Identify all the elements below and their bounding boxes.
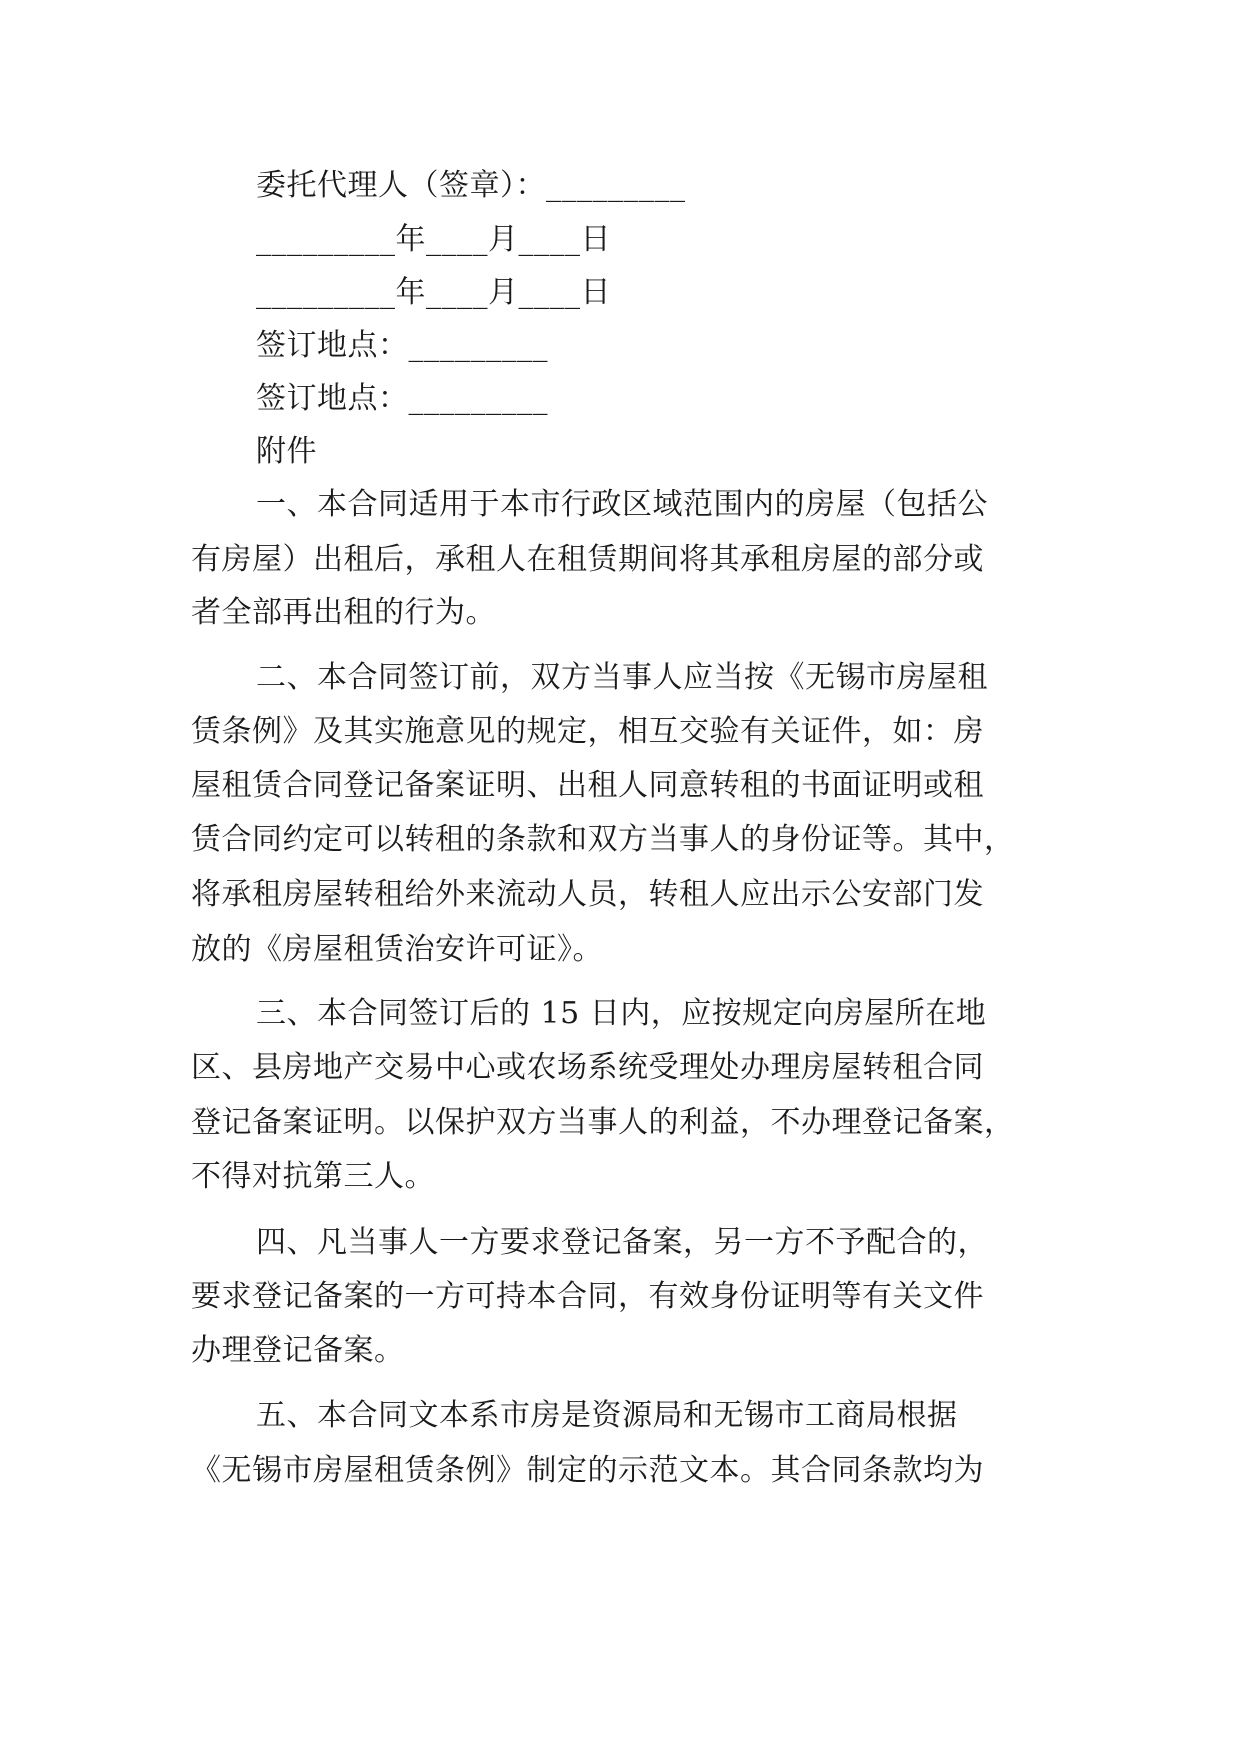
paragraph-1-line-1: 一、本合同适用于本市行政区域范围内的房屋（包括公 [256, 487, 988, 522]
paragraph-1-line-3: 者全部再出租的行为。 [191, 595, 496, 630]
paragraph-4-line-2: 要求登记备案的一方可持本合同，有效身份证明等有关文件 [191, 1279, 984, 1314]
paragraph-2-line-2: 赁条例》及其实施意见的规定，相互交验有关证件，如：房 [191, 714, 984, 749]
paragraph-2-line-3: 屋租赁合同登记备案证明、出租人同意转租的书面证明或租 [191, 768, 984, 803]
signing-place-line-2: 签订地点：_________ [256, 381, 548, 416]
appendix-heading: 附件 [256, 434, 317, 469]
date-line-2: _________年____月____日 [256, 275, 611, 310]
paragraph-2-line-4: 赁合同约定可以转租的条款和双方当事人的身份证等。其中， [191, 822, 1015, 857]
paragraph-5-line-1: 五、本合同文本系市房是资源局和无锡市工商局根据 [256, 1398, 958, 1433]
paragraph-3-line-3: 登记备案证明。以保护双方当事人的利益，不办理登记备案， [191, 1105, 1015, 1140]
paragraph-3-line-4: 不得对抗第三人。 [191, 1159, 435, 1194]
paragraph-4-line-1: 四、凡当事人一方要求登记备案，另一方不予配合的， [256, 1225, 988, 1260]
paragraph-5-line-2: 《无锡市房屋租赁条例》制定的示范文本。其合同条款均为 [191, 1453, 984, 1488]
agent-signature-line: 委托代理人（签章）：_________ [256, 168, 686, 203]
paragraph-3-line-2: 区、县房地产交易中心或农场系统受理处办理房屋转租合同 [191, 1050, 984, 1085]
paragraph-3-line-1: 三、本合同签订后的 15 日内，应按规定向房屋所在地 [256, 996, 987, 1031]
date-line-1: _________年____月____日 [256, 222, 611, 257]
paragraph-2-line-6: 放的《房屋租赁治安许可证》。 [191, 932, 603, 967]
paragraph-2-line-1: 二、本合同签订前，双方当事人应当按《无锡市房屋租 [256, 660, 988, 695]
paragraph-1-line-2: 有房屋）出租后，承租人在租赁期间将其承租房屋的部分或 [191, 542, 984, 577]
paragraph-2-line-5: 将承租房屋转租给外来流动人员，转租人应出示公安部门发 [191, 877, 984, 912]
paragraph-4-line-3: 办理登记备案。 [191, 1333, 405, 1368]
signing-place-line-1: 签订地点：_________ [256, 328, 548, 363]
